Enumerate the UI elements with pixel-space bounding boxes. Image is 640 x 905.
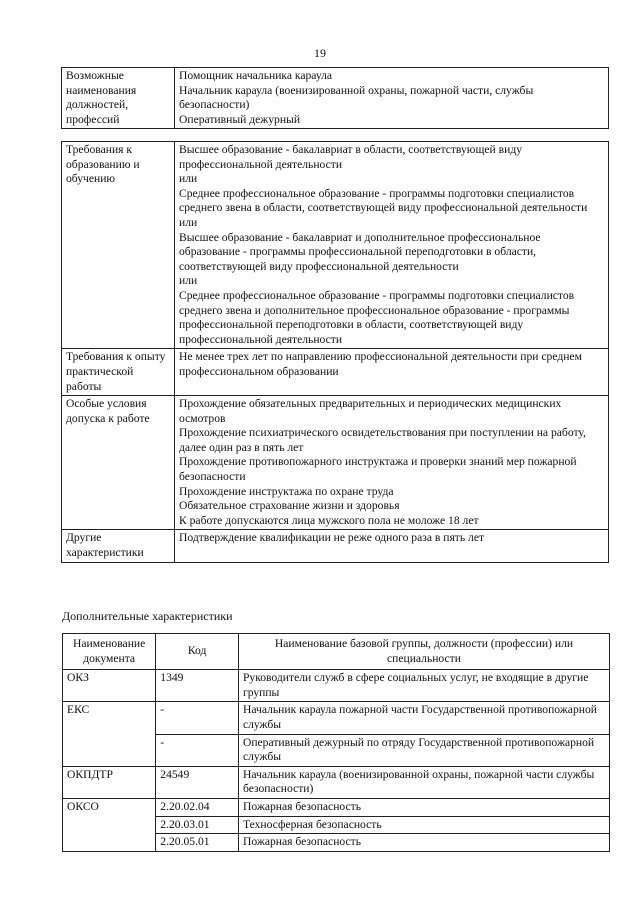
doc-cell: ОКПДТР xyxy=(63,766,156,798)
name-cell: Техносферная безопасность xyxy=(238,816,609,834)
page-number: 19 xyxy=(314,46,326,60)
table-row xyxy=(63,670,610,702)
text-line: Обязательное страхование жизни и здоровья xyxy=(179,499,400,513)
table-row xyxy=(63,766,610,798)
text-line: Прохождение обязательных предварительных и периодических медицинских осмотров xyxy=(179,397,562,425)
header-name: Наименование базовой группы, должности (профессии) или специальности xyxy=(238,634,609,670)
other-row xyxy=(62,530,609,562)
header-row xyxy=(63,634,610,670)
name-cell: Руководители служб в сфере социальных услуг, не входящие в другие группы xyxy=(238,670,609,702)
positions-label: Возможные наименования должностей, профессий xyxy=(62,68,175,129)
text-line: или xyxy=(179,274,198,288)
text-line: или xyxy=(179,172,198,186)
header-doc: Наименование документа xyxy=(63,634,156,670)
code-cell: - xyxy=(156,734,239,766)
text-line: Прохождение психиатрического освидетельствования при поступлении на работу, далее один раз в пять лет xyxy=(179,426,586,454)
doc-cell: ЕКС xyxy=(63,702,156,766)
additional-title: Дополнительные характеристики xyxy=(62,609,233,623)
experience-text xyxy=(175,349,609,396)
position-item: Начальник караула (военизированной охраны, пожарной части, службы безопасности) xyxy=(179,83,534,112)
text-line: или xyxy=(179,215,198,229)
other-label: Другие характеристики xyxy=(62,530,175,562)
additional-table xyxy=(62,633,610,852)
text-line: Прохождение противопожарного инструктажа и проверки знаний мер пожарной безопасности xyxy=(179,455,577,484)
text-line: Высшее образование - бакалавриат в области, соответствующей виду профессиональной деятельности xyxy=(179,143,523,171)
code-cell: - xyxy=(156,702,239,734)
text-line: К работе допускаются лица мужского пола не моложе 18 лет xyxy=(179,513,479,527)
name-cell: Пожарная безопасность xyxy=(238,798,609,816)
text-line: Среднее профессиональное образование - программы подготовки специалистов среднего звена в области, соответствующей виду профессиональной деятельности xyxy=(179,186,588,215)
code-cell: 1349 xyxy=(156,670,239,702)
code-cell: 2.20.02.04 xyxy=(156,798,239,816)
doc-cell: ОКЗ xyxy=(63,670,156,702)
education-row xyxy=(62,142,609,349)
header-code: Код xyxy=(156,634,239,670)
experience-label: Требования к опыту практической работы xyxy=(62,349,175,396)
positions-table xyxy=(61,67,609,129)
code-cell: 2.20.05.01 xyxy=(156,834,239,852)
text-line: Высшее образование - бакалавриат и дополнительное профессиональное образование - программы профессиональной переподготовки в области, соответствующей виду профессиональной деятельности xyxy=(179,230,541,273)
experience-row xyxy=(62,349,609,396)
admission-label: Особые условия допуска к работе xyxy=(62,396,175,530)
text-line: Подтверждение квалификации не реже одного раза в пять лет xyxy=(179,531,485,545)
positions-row xyxy=(62,68,609,129)
admission-text xyxy=(175,396,609,530)
code-cell: 24549 xyxy=(156,766,239,798)
position-item: Помощник начальника караула xyxy=(179,69,333,82)
table-row xyxy=(63,798,610,816)
admission-row xyxy=(62,396,609,530)
code-cell: 2.20.03.01 xyxy=(156,816,239,834)
table-row xyxy=(63,702,610,734)
education-label: Требования к образованию и обучению xyxy=(62,142,175,349)
name-cell: Начальник караула (военизированной охраны, пожарной части службы безопасности) xyxy=(238,766,609,798)
requirements-table xyxy=(61,141,609,563)
name-cell: Оперативный дежурный по отряду Государственной противопожарной службы xyxy=(238,734,609,766)
text-line: Среднее профессиональное образование - программы подготовки специалистов среднего звена и дополнительное профессиональное образование - программы профессиональной переподготовки в области, соответствующей виду профессиональной деятельности xyxy=(179,288,575,346)
doc-cell: ОКСО xyxy=(63,798,156,851)
name-cell: Начальник караула пожарной части Государственной противопожарной службы xyxy=(238,702,609,734)
name-cell: Пожарная безопасность xyxy=(238,834,609,852)
text-line: Не менее трех лет по направлению профессиональной деятельности при среднем профессиональном образовании xyxy=(179,350,582,378)
education-text xyxy=(175,142,609,349)
other-text xyxy=(175,530,609,562)
text-line: Прохождение инструктажа по охране труда xyxy=(179,484,394,498)
position-item: Оперативный дежурный xyxy=(179,112,301,126)
positions-list xyxy=(175,68,609,129)
